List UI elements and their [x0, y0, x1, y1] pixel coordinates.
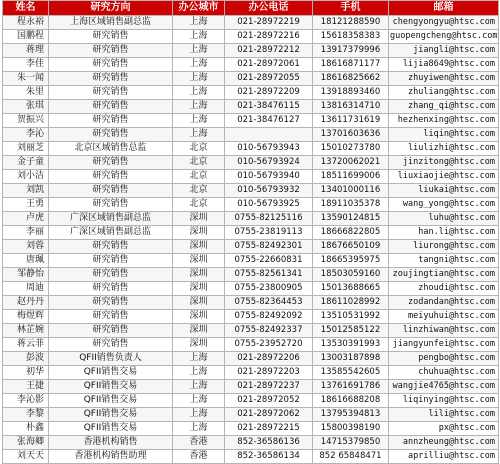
cell-office-city: 深圳	[173, 240, 225, 254]
cell-office-phone: 021-28972061	[225, 58, 313, 72]
cell-mobile: 18676650109	[313, 240, 389, 254]
cell-office-phone: 0755-23819113	[225, 226, 313, 240]
cell-research-direction: 上海区域销售副总监	[49, 16, 173, 30]
table-row	[3, 240, 499, 254]
cell-name: 初华	[3, 366, 49, 380]
cell-office-phone: 0755-82561341	[225, 268, 313, 282]
cell-email: aprilliu@htsc.com	[389, 450, 499, 464]
cell-research-direction: 研究销售	[49, 156, 173, 170]
cell-office-city: 上海	[173, 366, 225, 380]
cell-email: px@htsc.com	[389, 422, 499, 436]
cell-office-city: 深圳	[173, 212, 225, 226]
cell-office-phone: 010-56793943	[225, 142, 313, 156]
cell-office-city: 上海	[173, 100, 225, 114]
cell-office-phone: 021-28972215	[225, 422, 313, 436]
cell-mobile: 13585542605	[313, 366, 389, 380]
header-office-city: 办公城市	[173, 1, 225, 16]
cell-mobile: 13701603636	[313, 128, 389, 142]
cell-research-direction: 研究销售	[49, 30, 173, 44]
cell-office-phone: 021-28972219	[225, 16, 313, 30]
cell-name: 彭波	[3, 352, 49, 366]
table-row	[3, 450, 499, 464]
cell-mobile: 852 65848471	[313, 450, 389, 464]
table-row	[3, 226, 499, 240]
cell-name: 朱里	[3, 86, 49, 100]
cell-mobile: 13401000116	[313, 184, 389, 198]
table-row	[3, 86, 499, 100]
table-row	[3, 380, 499, 394]
table-row	[3, 338, 499, 352]
cell-office-city: 深圳	[173, 296, 225, 310]
cell-email: chuhua@htsc.com	[389, 366, 499, 380]
cell-research-direction: 研究销售	[49, 254, 173, 268]
cell-email: han.li@htsc.com	[389, 226, 499, 240]
cell-name: 邹静怡	[3, 268, 49, 282]
cell-office-city: 深圳	[173, 310, 225, 324]
table-row	[3, 394, 499, 408]
cell-research-direction: QFII销售负责人	[49, 352, 173, 366]
cell-email: jinzitong@htsc.com	[389, 156, 499, 170]
cell-email: zoujingtian@htsc.com	[389, 268, 499, 282]
cell-mobile: 13917379996	[313, 44, 389, 58]
cell-research-direction: 研究销售	[49, 324, 173, 338]
cell-research-direction: 研究销售	[49, 170, 173, 184]
cell-office-city: 上海	[173, 114, 225, 128]
cell-mobile: 13510531992	[313, 310, 389, 324]
cell-office-phone: 010-56793932	[225, 184, 313, 198]
cell-name: 李丽	[3, 226, 49, 240]
cell-email: lili@htsc.com	[389, 408, 499, 422]
header-mobile: 手机	[313, 1, 389, 16]
cell-name: 卢虎	[3, 212, 49, 226]
table-row	[3, 128, 499, 142]
cell-mobile: 18511699006	[313, 170, 389, 184]
cell-mobile: 13720062021	[313, 156, 389, 170]
table-row	[3, 184, 499, 198]
cell-research-direction: 广深区域销售副总监	[49, 212, 173, 226]
table-row	[3, 324, 499, 338]
table-row	[3, 30, 499, 44]
cell-email: liulizhi@htsc.com	[389, 142, 499, 156]
header-row	[3, 1, 499, 16]
header-office-phone: 办公电话	[225, 1, 313, 16]
cell-mobile: 13795394813	[313, 408, 389, 422]
cell-email: liurong@htsc.com	[389, 240, 499, 254]
cell-email: liukai@htsc.com	[389, 184, 499, 198]
cell-name: 王勇	[3, 198, 49, 212]
cell-name: 国鹏程	[3, 30, 49, 44]
table-row	[3, 282, 499, 296]
cell-research-direction: 研究销售	[49, 338, 173, 352]
cell-name: 金子童	[3, 156, 49, 170]
cell-mobile: 18121288590	[313, 16, 389, 30]
cell-office-city: 上海	[173, 380, 225, 394]
cell-mobile: 18665395975	[313, 254, 389, 268]
table-row	[3, 44, 499, 58]
cell-research-direction: QFII销售交易	[49, 366, 173, 380]
header-research-direction: 研究方向	[49, 1, 173, 16]
cell-office-city: 上海	[173, 128, 225, 142]
cell-research-direction: 研究销售	[49, 198, 173, 212]
table-row	[3, 114, 499, 128]
cell-office-phone: 021-28972209	[225, 86, 313, 100]
cell-office-city: 北京	[173, 170, 225, 184]
cell-research-direction: 研究销售	[49, 310, 173, 324]
cell-email: zhang_qi@htsc.com	[389, 100, 499, 114]
table-row	[3, 156, 499, 170]
cell-research-direction: QFII销售交易	[49, 408, 173, 422]
cell-office-city: 北京	[173, 184, 225, 198]
table-row	[3, 72, 499, 86]
cell-research-direction: 研究销售	[49, 296, 173, 310]
cell-mobile: 18616825662	[313, 72, 389, 86]
cell-mobile: 18616688208	[313, 394, 389, 408]
cell-office-city: 北京	[173, 198, 225, 212]
cell-mobile: 13816314710	[313, 100, 389, 114]
cell-mobile: 13530391993	[313, 338, 389, 352]
cell-name: 林芷婉	[3, 324, 49, 338]
cell-mobile: 15618358383	[313, 30, 389, 44]
cell-email: annzheung@htsc.com	[389, 436, 499, 450]
table-row	[3, 366, 499, 380]
cell-office-phone: 0755-22660831	[225, 254, 313, 268]
cell-email: jiangyunfei@htsc.com	[389, 338, 499, 352]
cell-office-phone	[225, 128, 313, 142]
cell-office-city: 上海	[173, 16, 225, 30]
table-row	[3, 142, 499, 156]
cell-name: 刘天天	[3, 450, 49, 464]
cell-office-city: 深圳	[173, 282, 225, 296]
table-header	[3, 1, 499, 16]
cell-email: zhuyiwen@htsc.com	[389, 72, 499, 86]
cell-mobile: 15012585122	[313, 324, 389, 338]
cell-office-city: 上海	[173, 352, 225, 366]
table-row	[3, 254, 499, 268]
cell-research-direction: 研究销售	[49, 268, 173, 282]
cell-mobile: 18616871177	[313, 58, 389, 72]
cell-office-city: 上海	[173, 44, 225, 58]
cell-name: 李佳	[3, 58, 49, 72]
cell-office-city: 北京	[173, 142, 225, 156]
cell-research-direction: QFII销售交易	[49, 422, 173, 436]
table-row	[3, 198, 499, 212]
cell-email: chengyongyu@htsc.com	[389, 16, 499, 30]
cell-email: guopengcheng@htsc.com	[389, 30, 499, 44]
cell-name: 蒋理	[3, 44, 49, 58]
cell-email: wang_yong@htsc.com	[389, 198, 499, 212]
cell-office-phone: 0755-23800905	[225, 282, 313, 296]
cell-office-phone: 021-28972062	[225, 408, 313, 422]
cell-office-phone: 021-28972237	[225, 380, 313, 394]
cell-name: 张琪	[3, 100, 49, 114]
cell-name: 刘小洁	[3, 170, 49, 184]
cell-email: liuxiaojie@htsc.com	[389, 170, 499, 184]
cell-email: luhu@htsc.com	[389, 212, 499, 226]
cell-name: 李沁影	[3, 394, 49, 408]
cell-office-phone: 010-56793924	[225, 156, 313, 170]
cell-name: 李黎	[3, 408, 49, 422]
cell-office-phone: 0755-82492301	[225, 240, 313, 254]
cell-name: 赵丹丹	[3, 296, 49, 310]
cell-name: 朱一闻	[3, 72, 49, 86]
cell-mobile: 15013688665	[313, 282, 389, 296]
table-row	[3, 408, 499, 422]
cell-email: linzhiwan@htsc.com	[389, 324, 499, 338]
cell-research-direction: QFII销售交易	[49, 380, 173, 394]
cell-office-city: 深圳	[173, 254, 225, 268]
cell-name: 朴鑫	[3, 422, 49, 436]
cell-research-direction: 研究销售	[49, 86, 173, 100]
cell-office-city: 香港	[173, 450, 225, 464]
cell-name: 蒋云菲	[3, 338, 49, 352]
cell-office-city: 深圳	[173, 226, 225, 240]
cell-email: wangjie4765@htsc.com	[389, 380, 499, 394]
contact-table	[2, 0, 499, 464]
cell-research-direction: 研究销售	[49, 72, 173, 86]
cell-research-direction: 香港机构销售	[49, 436, 173, 450]
cell-name: 刘丽芝	[3, 142, 49, 156]
cell-name: 梅煜辉	[3, 310, 49, 324]
cell-research-direction: 研究销售	[49, 128, 173, 142]
cell-office-phone: 021-38476127	[225, 114, 313, 128]
cell-name: 贺振兴	[3, 114, 49, 128]
cell-research-direction: 研究销售	[49, 282, 173, 296]
cell-office-city: 上海	[173, 408, 225, 422]
cell-office-city: 深圳	[173, 268, 225, 282]
cell-office-city: 深圳	[173, 324, 225, 338]
cell-email: zhoudi@htsc.com	[389, 282, 499, 296]
cell-office-city: 上海	[173, 30, 225, 44]
cell-mobile: 18611028992	[313, 296, 389, 310]
cell-office-city: 上海	[173, 394, 225, 408]
cell-office-city: 上海	[173, 422, 225, 436]
cell-name: 张海卿	[3, 436, 49, 450]
cell-mobile: 18666822805	[313, 226, 389, 240]
table-row	[3, 296, 499, 310]
cell-email: tangni@htsc.com	[389, 254, 499, 268]
cell-office-city: 上海	[173, 72, 225, 86]
table-row	[3, 422, 499, 436]
header-email: 邮箱	[389, 1, 499, 16]
table-row	[3, 436, 499, 450]
cell-office-phone: 0755-82492337	[225, 324, 313, 338]
cell-email: lijia8649@htsc.com	[389, 58, 499, 72]
cell-office-phone: 021-28972203	[225, 366, 313, 380]
cell-email: hezhenxing@htsc.com	[389, 114, 499, 128]
cell-research-direction: QFII销售交易	[49, 394, 173, 408]
table-row	[3, 310, 499, 324]
cell-research-direction: 研究销售	[49, 44, 173, 58]
cell-mobile: 18503059160	[313, 268, 389, 282]
cell-research-direction: 广深区域销售副总监	[49, 226, 173, 240]
cell-office-phone: 0755-82364453	[225, 296, 313, 310]
cell-email: liqinying@htsc.com	[389, 394, 499, 408]
table-row	[3, 58, 499, 72]
cell-office-phone: 0755-23952720	[225, 338, 313, 352]
cell-email: pengbo@htsc.com	[389, 352, 499, 366]
cell-office-phone: 021-28972206	[225, 352, 313, 366]
cell-email: liqin@htsc.com	[389, 128, 499, 142]
cell-mobile: 13003187898	[313, 352, 389, 366]
cell-office-city: 北京	[173, 156, 225, 170]
cell-research-direction: 研究销售	[49, 58, 173, 72]
cell-mobile: 14715379850	[313, 436, 389, 450]
cell-research-direction: 香港机构销售助理	[49, 450, 173, 464]
table-row	[3, 100, 499, 114]
cell-email: jiangli@htsc.com	[389, 44, 499, 58]
cell-office-phone: 852-36586134	[225, 450, 313, 464]
table-row	[3, 16, 499, 30]
cell-mobile: 18911035378	[313, 198, 389, 212]
cell-name: 刘蓉	[3, 240, 49, 254]
cell-office-phone: 0755-82492092	[225, 310, 313, 324]
cell-name: 周迪	[3, 282, 49, 296]
cell-office-phone: 021-28972055	[225, 72, 313, 86]
table-row	[3, 352, 499, 366]
cell-research-direction: 研究销售	[49, 100, 173, 114]
cell-name: 刘凯	[3, 184, 49, 198]
cell-office-city: 深圳	[173, 338, 225, 352]
cell-office-phone: 021-38476115	[225, 100, 313, 114]
cell-research-direction: 研究销售	[49, 240, 173, 254]
cell-mobile: 15800398190	[313, 422, 389, 436]
cell-office-phone: 010-56793925	[225, 198, 313, 212]
cell-mobile: 15010273780	[313, 142, 389, 156]
cell-mobile: 13918893460	[313, 86, 389, 100]
cell-research-direction: 研究销售	[49, 184, 173, 198]
cell-office-phone: 0755-82125116	[225, 212, 313, 226]
cell-office-city: 上海	[173, 58, 225, 72]
cell-research-direction: 研究销售	[49, 114, 173, 128]
cell-name: 王捷	[3, 380, 49, 394]
header-name: 姓名	[3, 1, 49, 16]
cell-office-phone: 021-28972216	[225, 30, 313, 44]
cell-mobile: 13611731619	[313, 114, 389, 128]
cell-research-direction: 北京区域销售总监	[49, 142, 173, 156]
table-body	[3, 16, 499, 464]
table-row	[3, 170, 499, 184]
cell-name: 李沁	[3, 128, 49, 142]
table-row	[3, 268, 499, 282]
cell-office-phone: 010-56793940	[225, 170, 313, 184]
cell-name: 程永裕	[3, 16, 49, 30]
cell-office-city: 香港	[173, 436, 225, 450]
table-row	[3, 212, 499, 226]
cell-email: zhuliang@htsc.com	[389, 86, 499, 100]
cell-office-city: 上海	[173, 86, 225, 100]
cell-office-phone: 021-28972052	[225, 394, 313, 408]
cell-mobile: 13590124815	[313, 212, 389, 226]
cell-name: 唐珮	[3, 254, 49, 268]
cell-email: meiyuhui@htsc.com	[389, 310, 499, 324]
cell-email: zodandan@htsc.com	[389, 296, 499, 310]
cell-mobile: 13761691786	[313, 380, 389, 394]
cell-office-phone: 021-28972212	[225, 44, 313, 58]
cell-office-phone: 852-36586136	[225, 436, 313, 450]
